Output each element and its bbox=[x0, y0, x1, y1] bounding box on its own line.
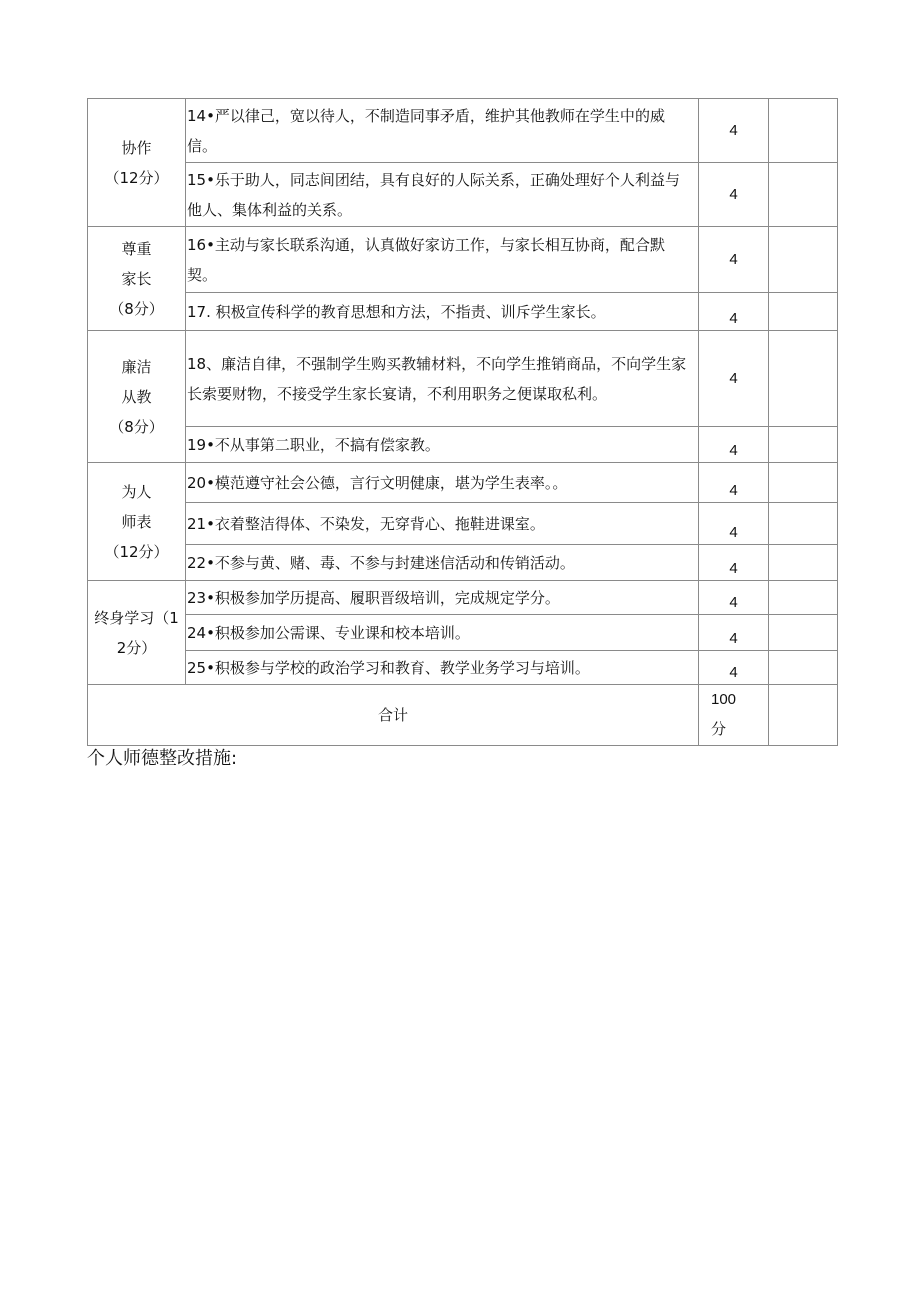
table-row bbox=[88, 99, 838, 163]
category-label: 师表 bbox=[121, 512, 152, 531]
item-text: 23•积极参加学历提高、履职晋级培训，完成规定学分。 bbox=[186, 581, 699, 615]
total-score bbox=[699, 685, 769, 746]
category-label: 廉洁 bbox=[121, 357, 152, 376]
category-cell-role-model bbox=[88, 463, 186, 581]
category-label: 为人 bbox=[121, 482, 152, 501]
item-text: 18、廉洁自律，不强制学生购买教辅材料，不向学生推销商品，不向学生家长索要财物，不接受学生家长宴请，不利用职务之便谋取私利。 bbox=[186, 331, 699, 427]
item-score: 4 bbox=[699, 163, 769, 227]
item-score: 4 bbox=[699, 615, 769, 651]
total-label: 合计 bbox=[88, 685, 699, 746]
category-cell-lifelong-learning bbox=[88, 581, 186, 685]
item-text: 22•不参与黄、赌、毒、不参与封建迷信活动和传销活动。 bbox=[186, 545, 699, 581]
category-label: 家长 bbox=[121, 269, 152, 288]
category-label: 终身学习（1 bbox=[94, 608, 179, 627]
self-score-cell bbox=[769, 503, 838, 545]
item-text: 14•严以律己，宽以待人，不制造同事矛盾，维护其他教师在学生中的威信。 bbox=[186, 99, 699, 163]
item-text: 19•不从事第二职业，不搞有偿家教。 bbox=[186, 427, 699, 463]
item-score: 4 bbox=[699, 463, 769, 503]
category-points: （8分） bbox=[109, 417, 164, 436]
self-score-cell bbox=[769, 427, 838, 463]
self-score-cell bbox=[769, 331, 838, 427]
item-score: 4 bbox=[699, 331, 769, 427]
evaluation-table bbox=[87, 98, 838, 746]
section-title: 个人师德整改措施: bbox=[87, 748, 238, 769]
total-self-score-cell bbox=[769, 685, 838, 746]
table-row bbox=[88, 503, 838, 545]
self-score-cell bbox=[769, 651, 838, 685]
table-row bbox=[88, 331, 838, 427]
item-text: 17. 积极宣传科学的教育思想和方法，不指责、训斥学生家长。 bbox=[186, 293, 699, 331]
item-text: 21•衣着整洁得体、不染发，无穿背心、拖鞋进课室。 bbox=[186, 503, 699, 545]
category-label: 从教 bbox=[121, 387, 152, 406]
item-score: 4 bbox=[699, 293, 769, 331]
category-cell-integrity bbox=[88, 331, 186, 463]
item-score: 4 bbox=[699, 227, 769, 293]
category-cell-respect-parents bbox=[88, 227, 186, 331]
item-text: 24•积极参加公需课、专业课和校本培训。 bbox=[186, 615, 699, 651]
item-score: 4 bbox=[699, 99, 769, 163]
item-text: 20•模范遵守社会公德，言行文明健康，堪为学生表率。。 bbox=[186, 463, 699, 503]
self-score-cell bbox=[769, 615, 838, 651]
category-points: （12分） bbox=[104, 542, 169, 561]
category-label: 协作 bbox=[121, 138, 152, 157]
category-points: 2分） bbox=[116, 638, 157, 657]
total-score-value: 100 bbox=[711, 691, 737, 708]
self-score-cell bbox=[769, 293, 838, 331]
item-score: 4 bbox=[699, 651, 769, 685]
table-row bbox=[88, 293, 838, 331]
item-text: 15•乐于助人，同志间团结，具有良好的人际关系，正确处理好个人利益与他人、集体利益的关系。 bbox=[186, 163, 699, 227]
table-row bbox=[88, 427, 838, 463]
item-score: 4 bbox=[699, 545, 769, 581]
table-row bbox=[88, 581, 838, 615]
category-points: （12分） bbox=[104, 168, 169, 187]
category-label: 尊重 bbox=[121, 239, 152, 258]
total-row bbox=[88, 685, 838, 746]
table-row bbox=[88, 163, 838, 227]
table-row bbox=[88, 227, 838, 293]
item-text: 25•积极参与学校的政治学习和教育、教学业务学习与培训。 bbox=[186, 651, 699, 685]
table-row bbox=[88, 615, 838, 651]
self-score-cell bbox=[769, 581, 838, 615]
item-score: 4 bbox=[699, 581, 769, 615]
total-score-unit: 分 bbox=[711, 721, 727, 738]
self-score-cell bbox=[769, 163, 838, 227]
table-row bbox=[88, 463, 838, 503]
self-score-cell bbox=[769, 545, 838, 581]
item-score: 4 bbox=[699, 503, 769, 545]
self-score-cell bbox=[769, 227, 838, 293]
item-score: 4 bbox=[699, 427, 769, 463]
table-row bbox=[88, 545, 838, 581]
self-score-cell bbox=[769, 463, 838, 503]
table-row bbox=[88, 651, 838, 685]
self-score-cell bbox=[769, 99, 838, 163]
category-points: （8分） bbox=[109, 299, 164, 318]
item-text: 16•主动与家长联系沟通，认真做好家访工作，与家长相互协商，配合默契。 bbox=[186, 227, 699, 293]
category-cell-cooperation bbox=[88, 99, 186, 227]
